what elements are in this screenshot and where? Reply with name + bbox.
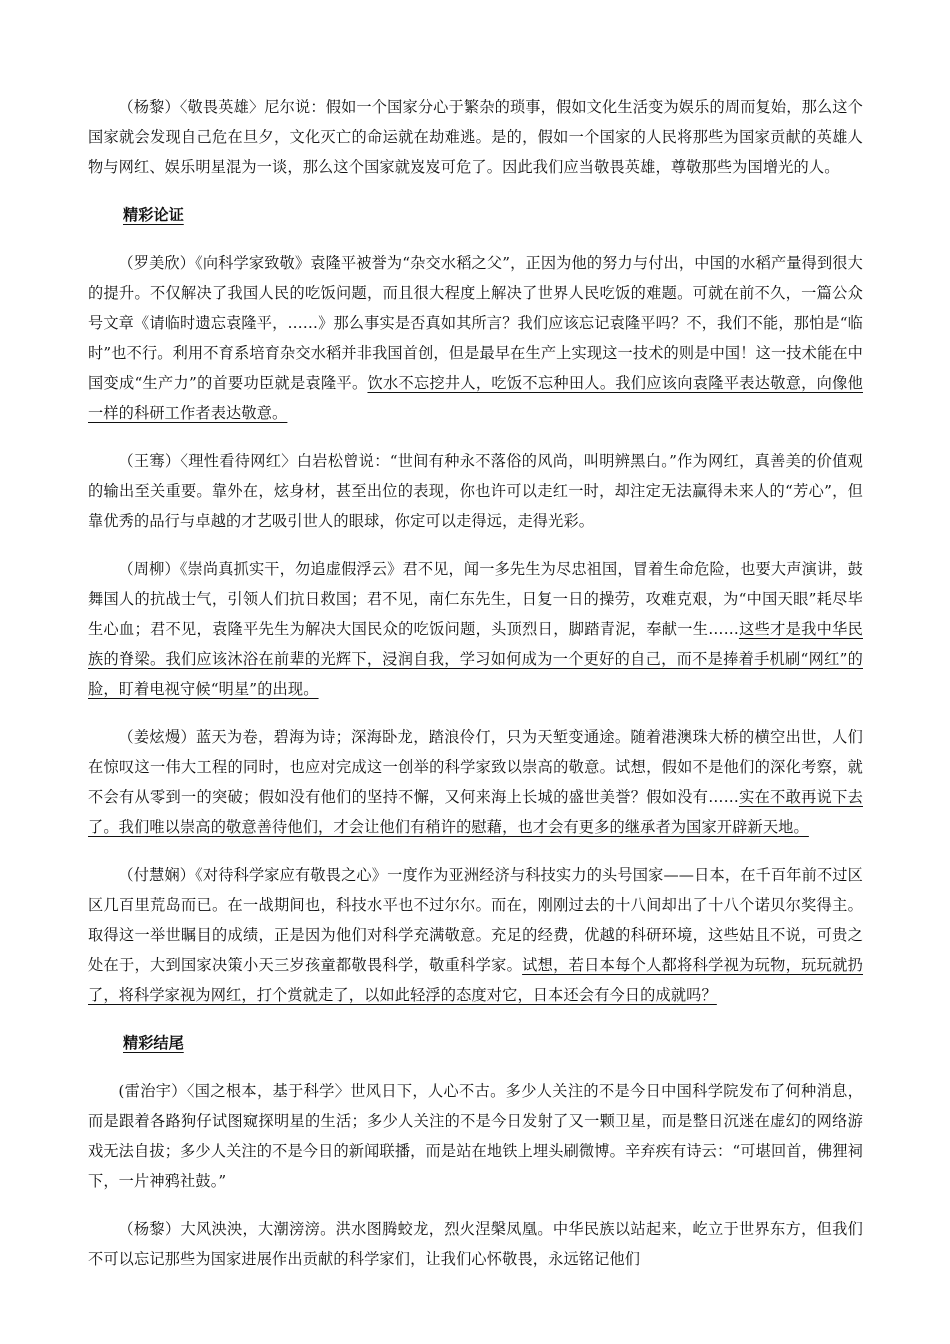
paragraph-text: （姜炫熳）蓝天为卷，碧海为诗；深海卧龙，踏浪伶仃，只为天堑变通途。随着港澳珠大桥的横空出世，人们在惊叹这一伟大工程的同时，也应对完成这一创举的科学家致以崇高的敬意。试想，假如不是他们的深化考察，就不会有从零到一的突破；假如没有他们的坚持不懈，又何来海上长城的盛世美誉？假如没有……: [88, 728, 863, 806]
underlined-text: 饮水不忘挖井人，吃饭不忘种田人。我们应该向袁隆平表达敬意，向像他一样的科研工作者表达敬意。: [88, 374, 863, 422]
intro-paragraph: （杨黎）〈敬畏英雄〉尼尔说：假如一个国家分心于繁杂的琐事，假如文化生活变为娱乐的周而复始，那么这个国家就会发现自己危在旦夕，文化灭亡的命运就在劫难逃。是的，假如一个国家的人民将那些为国家贡献的英雄人物与网红、娱乐明星混为一谈，那么这个国家就岌岌可危了。因此我们应当敬畏英雄，尊敬那些为国增光的人。: [88, 98, 863, 176]
ending-paragraph-1: (雷治宇）〈国之根本，基于科学〉世风日下，人心不古。多少人关注的不是今日中国科学院发布了何种消息，而是跟着各路狗仔试图窥探明星的生活；多少人关注的不是今日发射了又一颗卫星，而是整日沉迷在虚幻的网络游戏无法自拔；多少人关注的不是今日的新闻联播，而是站在地铁上埋头刷微博。辛弃疾有诗云：“可堪回首，佛狸祠下，一片神鸦社鼓。”: [88, 1082, 863, 1190]
argument-paragraph-5: [88, 860, 863, 1010]
argument-paragraph-2: （王骞）〈理性看待网红〉白岩松曾说：“世间有种永不落俗的风尚，叫明辨黑白。”作为网红，真善美的价值观的输出至关重要。靠外在，炫身材，甚至出位的表现，你也许可以走红一时，却注定无法赢得未来人的“芳心”，但靠优秀的品行与卓越的才艺吸引世人的眼球，你定可以走得远，走得光彩。: [88, 452, 863, 530]
section-heading-argument: 精彩论证: [123, 206, 184, 224]
ending-paragraph-2: （杨黎）大风泱泱，大潮滂滂。洪水图腾蛟龙，烈火涅槃凤凰。中华民族以站起来，屹立于世界东方，但我们不可以忘记那些为国家进展作出贡献的科学家们，让我们心怀敬畏，永远铭记他们: [88, 1220, 863, 1268]
underlined-text: 试想，若日本每个人都将科学视为玩物，玩玩就扔了，将科学家视为网红，打个赏就走了，以如此轻浮的态度对它，日本还会有今日的成就吗？: [88, 956, 863, 1004]
argument-paragraph-3: [88, 554, 863, 704]
paragraph-text: （周柳）《崇尚真抓实干，勿追虚假浮云》君不见，闻一多先生为尽忠祖国，冒着生命危险，也要大声演讲，鼓舞国人的抗战士气，引领人们抗日救国；君不见，南仁东先生，日复一日的操劳，攻难克艰，为“中国天眼”耗尽毕生心血；君不见，袁隆平先生为解决大国民众的吃饭问题，头顶烈日，脚踏青泥，奉献一生……: [88, 560, 863, 638]
argument-paragraph-4: [88, 722, 863, 842]
underlined-text: 这些才是我中华民族的脊梁。我们应该沐浴在前辈的光辉下，浸润自我，学习如何成为一个更好的自己，而不是捧着手机刷“网红”的脸，盯着电视守候“明星”的出现。: [88, 620, 863, 698]
paragraph-text: （罗美欣）《向科学家致敬》袁隆平被誉为“杂交水稻之父”，正因为他的努力与付出，中国的水稻产量得到很大的提升。不仅解决了我国人民的吃饭问题，而且很大程度上解决了世界人民吃饭的难题。可就在前不久，一篇公众号文章《请临时遗忘袁隆平，……》那么事实是否真如其所言？我们应该忘记袁隆平吗？不，我们不能，那怕是“临时”也不行。利用不育系培育杂交水稻并非我国首创，但是最早在生产上实现这一技术的则是中国！这一技术能在中国变成“生产力”的首要功臣就是袁隆平。: [88, 254, 863, 392]
underlined-text: 实在不敢再说下去了。我们唯以崇高的敬意善待他们，才会让他们有稍许的慰藉，也才会有更多的继承者为国家开辟新天地。: [88, 788, 863, 836]
section-heading-ending: 精彩结尾: [123, 1034, 184, 1052]
paragraph-text: （付慧娴）《对待科学家应有敬畏之心》一度作为亚洲经济与科技实力的头号国家——日本，在千百年前不过区区几百里荒岛而已。在一战期间也，科技水平也不过尔尔。而在，刚刚过去的十八间却出了十八个诺贝尔奖得主。取得这一举世瞩目的成绩，正是因为他们对科学充满敬意。充足的经费，优越的科研环境，这些姑且不说，可贵之处在于，大到国家决策小天三岁孩童都敬畏科学，敬重科学家。: [88, 866, 863, 974]
argument-paragraph-1: [88, 248, 863, 428]
document-page: [88, 92, 863, 1292]
